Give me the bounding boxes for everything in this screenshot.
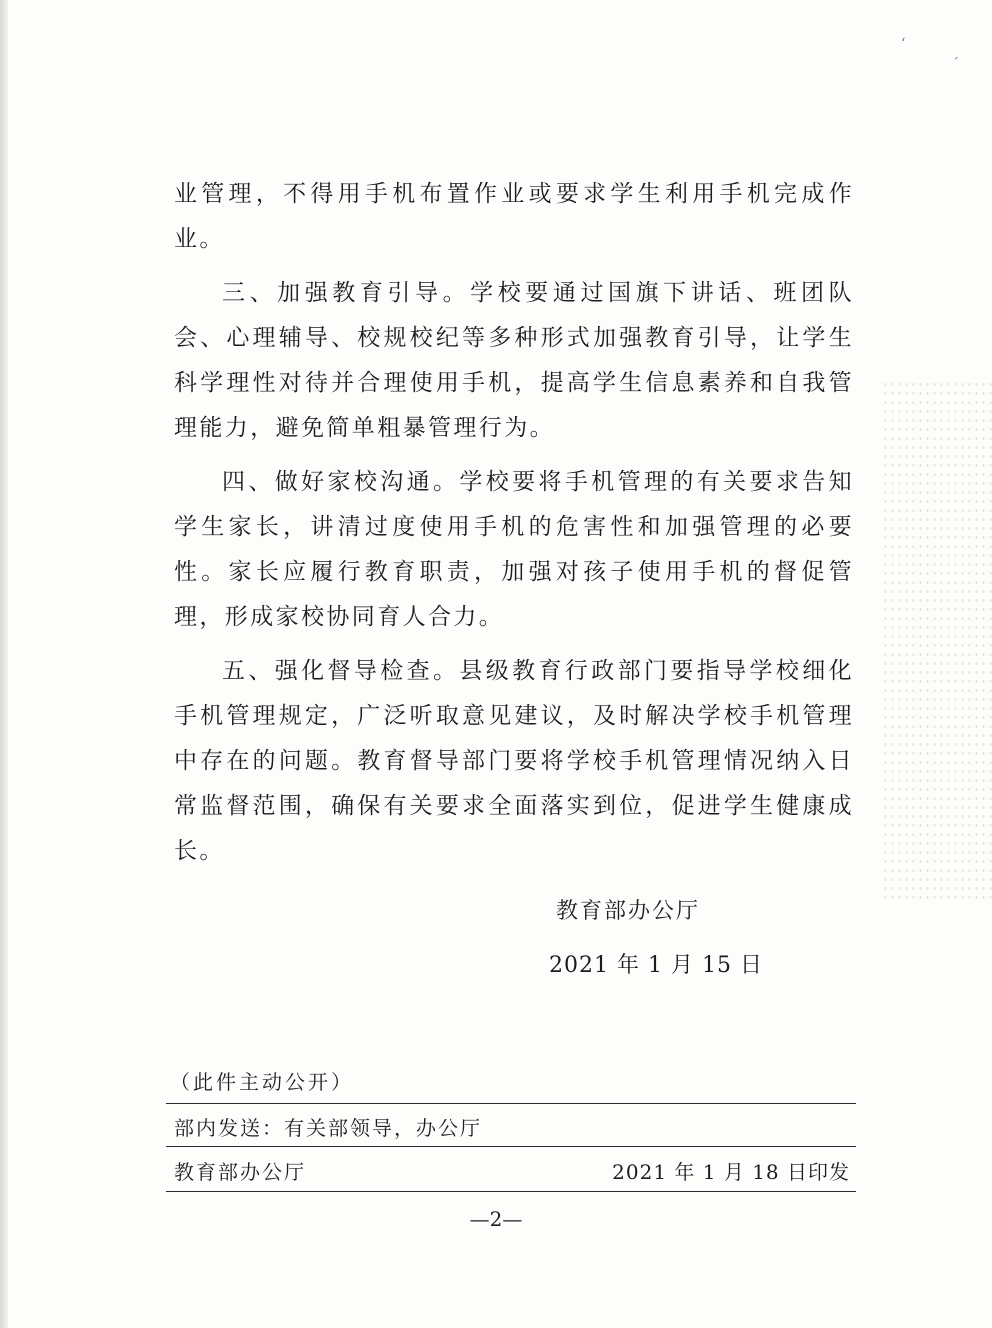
signature-date: 2021 年 1 月 15 日 [549,953,763,978]
scan-noise [882,380,992,900]
section-four-paragraph [174,460,854,640]
scan-edge-shadow [0,0,8,1328]
footer-rule-top [166,1103,856,1104]
footer-rule-bottom [166,1191,856,1192]
page-number: —2— [469,1207,523,1231]
section-three-heading: 三、加强教育引导。 [222,280,471,306]
section-four-heading: 四、做好家校沟通。 [222,469,460,495]
distribution-line: 部内发送：有关部领导，办公厅 [174,1116,482,1140]
section-five-paragraph [174,649,854,874]
issuer-name: 教育部办公厅 [174,1160,306,1184]
section-five-heading: 五、强化督导检查。 [222,658,460,684]
print-date: 2021 年 1 月 18 日印发 [612,1160,850,1184]
scan-speck: ʻ [901,36,906,52]
document-body [174,172,854,874]
section-five-text: 县级教育行政部门要指导学校细化手机管理规定，广泛听取意见建议，及时解决学校手机管理中存在的问题。教育督导部门要将学校手机管理情况纳入日常监督范围，确保有关要求全面落实到位，促进学生健康成长。 [174,658,855,864]
section-four-text: 学校要将手机管理的有关要求告知学生家长，讲清过度使用手机的危害性和加强管理的必要性。家长应履行教育职责，加强对孩子使用手机的督促管理，形成家校协同育人合力。 [174,469,855,630]
scan-speck: ˊ [952,56,959,72]
footer-rule-middle [166,1146,856,1147]
public-disclosure-note: （此件主动公开） [170,1070,354,1094]
section-three-text: 学校要通过国旗下讲话、班团队会、心理辅导、校规校纪等多种形式加强教育引导，让学生科学理性对待并合理使用手机，提高学生信息素养和自我管理能力，避免简单粗暴管理行为。 [174,280,854,441]
signature-organization: 教育部办公厅 [556,899,701,924]
section-three-paragraph [174,271,854,451]
continuation-paragraph: 业管理，不得用手机布置作业或要求学生利用手机完成作业。 [174,181,854,252]
